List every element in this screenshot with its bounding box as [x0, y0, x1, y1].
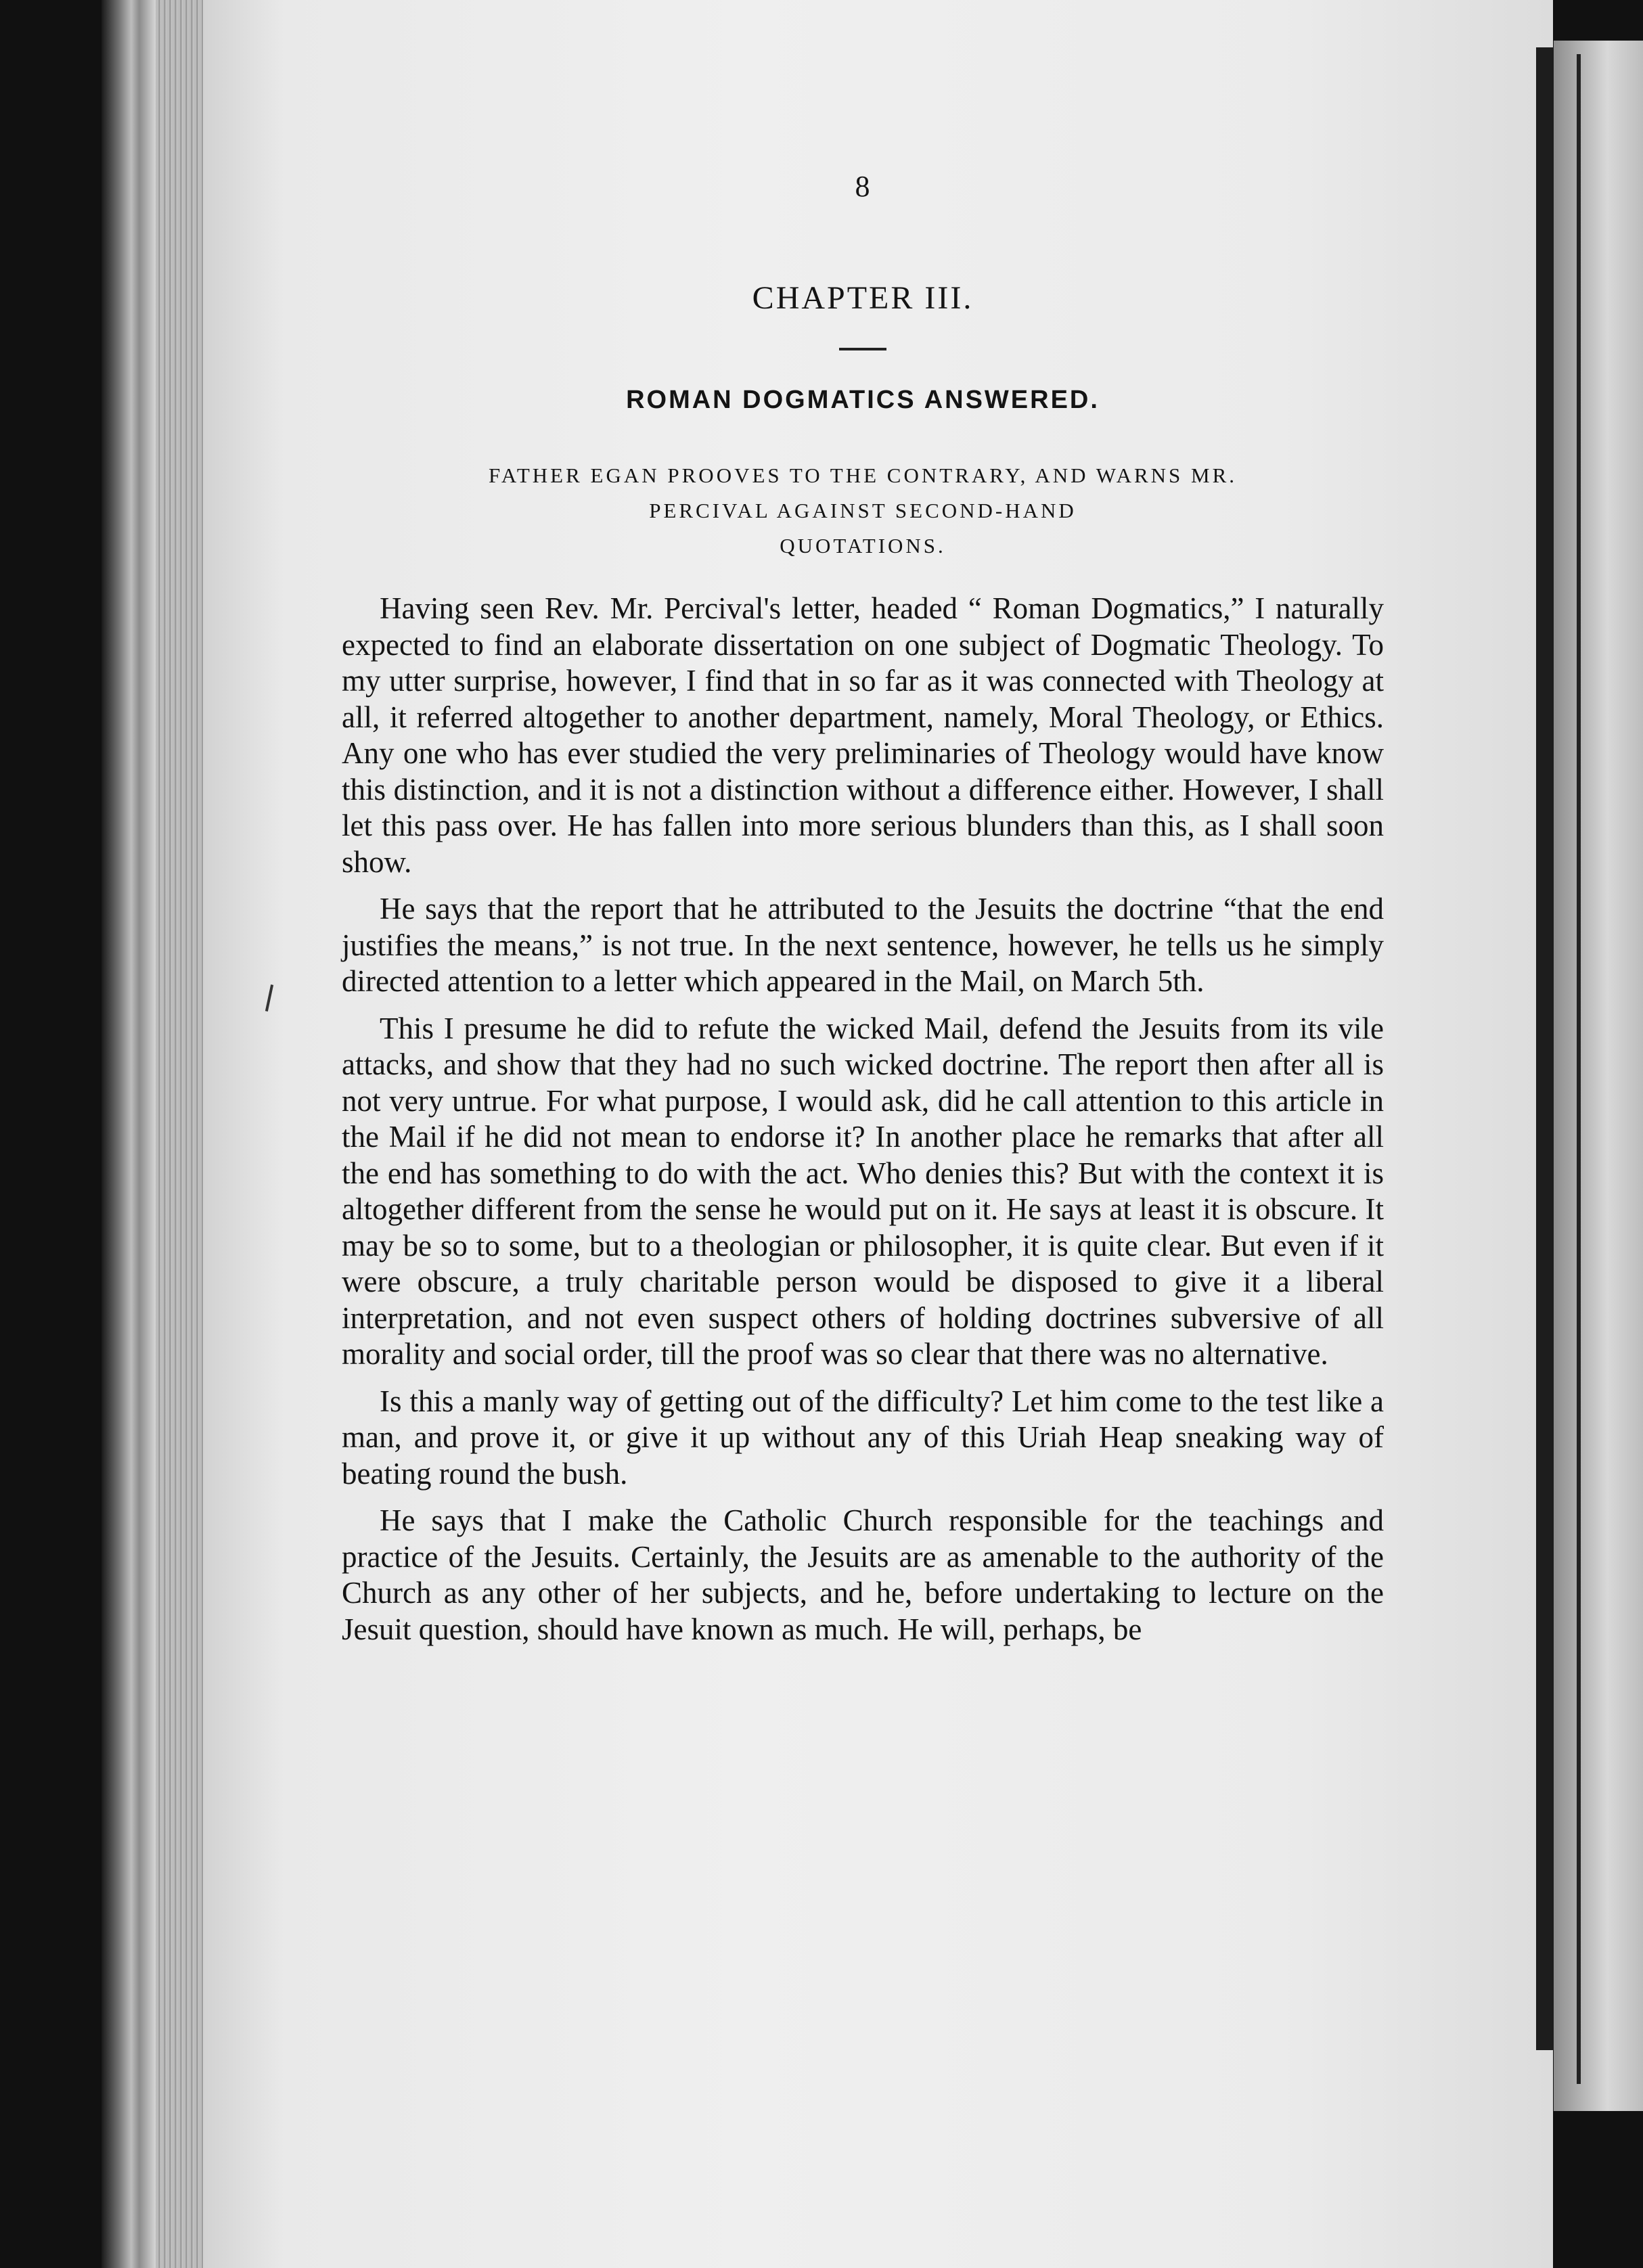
book-binding [102, 0, 156, 2268]
section-heading: ROMAN DOGMATICS ANSWERED. [626, 386, 1100, 414]
page-gutter-shadow [1536, 47, 1554, 2050]
paragraph: Having seen Rev. Mr. Percival's letter, headed “ Roman Dogmatics,” I naturally expected to find an elaborate dissertation on one subject of Dogmatic Theology. To my utter surprise, however, I find that in so far as it was connected with Theology at all, it referred altogether to another department, namely, Moral Theology, or Ethics. Any one who has ever studied the very preliminaries of Theology would have know this distinction, and it is not a distinction without a difference either. However, I shall let this pass over. He has fallen into more serious blunders than this, as I shall soon show. [342, 591, 1384, 879]
divider-rule [839, 348, 886, 350]
body-text [342, 591, 1384, 1648]
paragraph: This I presume he did to refute the wicked Mail, defend the Jesuits from its vile attacks, and show that they had no such wicked doctrine. The report then after all is not very untrue. For what purpose, I would ask, did he call attention to this article in the Mail if he did not mean to endorse it? In another place he remarks that after all the end has something to do with the act. Who denies this? But with the context it is altogether different from the sense he would put on it. He says at least it is obscure. It may be so to some, but to a theologian or philosopher, it is quite clear. But even if it were obscure, a truly charitable person would be disposed to give it a liberal interpretation, and not even suspect others of holding doctrines subversive of all morality and social order, till the proof was so clear that there was no alternative. [342, 1011, 1384, 1371]
facing-page-line [1577, 54, 1581, 2084]
subheading-line: FATHER EGAN PROOVES TO THE CONTRARY, AND WARNS MR. [488, 463, 1238, 487]
page-number: 8 [855, 170, 871, 203]
chapter-title: CHAPTER III. [752, 280, 974, 316]
paragraph: He says that the report that he attributed to the Jesuits the doctrine “that the end justifies the means,” is not true. In the next sentence, however, he tells us he simply directed attention to a letter which appeared in the Mail, on March 5th. [342, 892, 1384, 998]
subheading-line: QUOTATIONS. [780, 534, 946, 558]
section-subheading [342, 458, 1384, 564]
subheading-line: PERCIVAL AGAINST SECOND-HAND [649, 499, 1077, 522]
paragraph: Is this a manly way of getting out of the difficulty? Let him come to the test like a man, and prove it, or give it up without any of this Uriah Heap sneaking way of beating round the bush. [342, 1384, 1384, 1491]
page-content [342, 169, 1384, 1648]
facing-page-edge [1554, 41, 1643, 2111]
paragraph: He says that I make the Catholic Church responsible for the teachings and practice of the Jesuits. Certainly, the Jesuits are as amenable to the authority of the Church as any other of her subjects, and he, before undertaking to lecture on the Jesuit question, should have known as much. He will, perhaps, be [342, 1503, 1384, 1646]
